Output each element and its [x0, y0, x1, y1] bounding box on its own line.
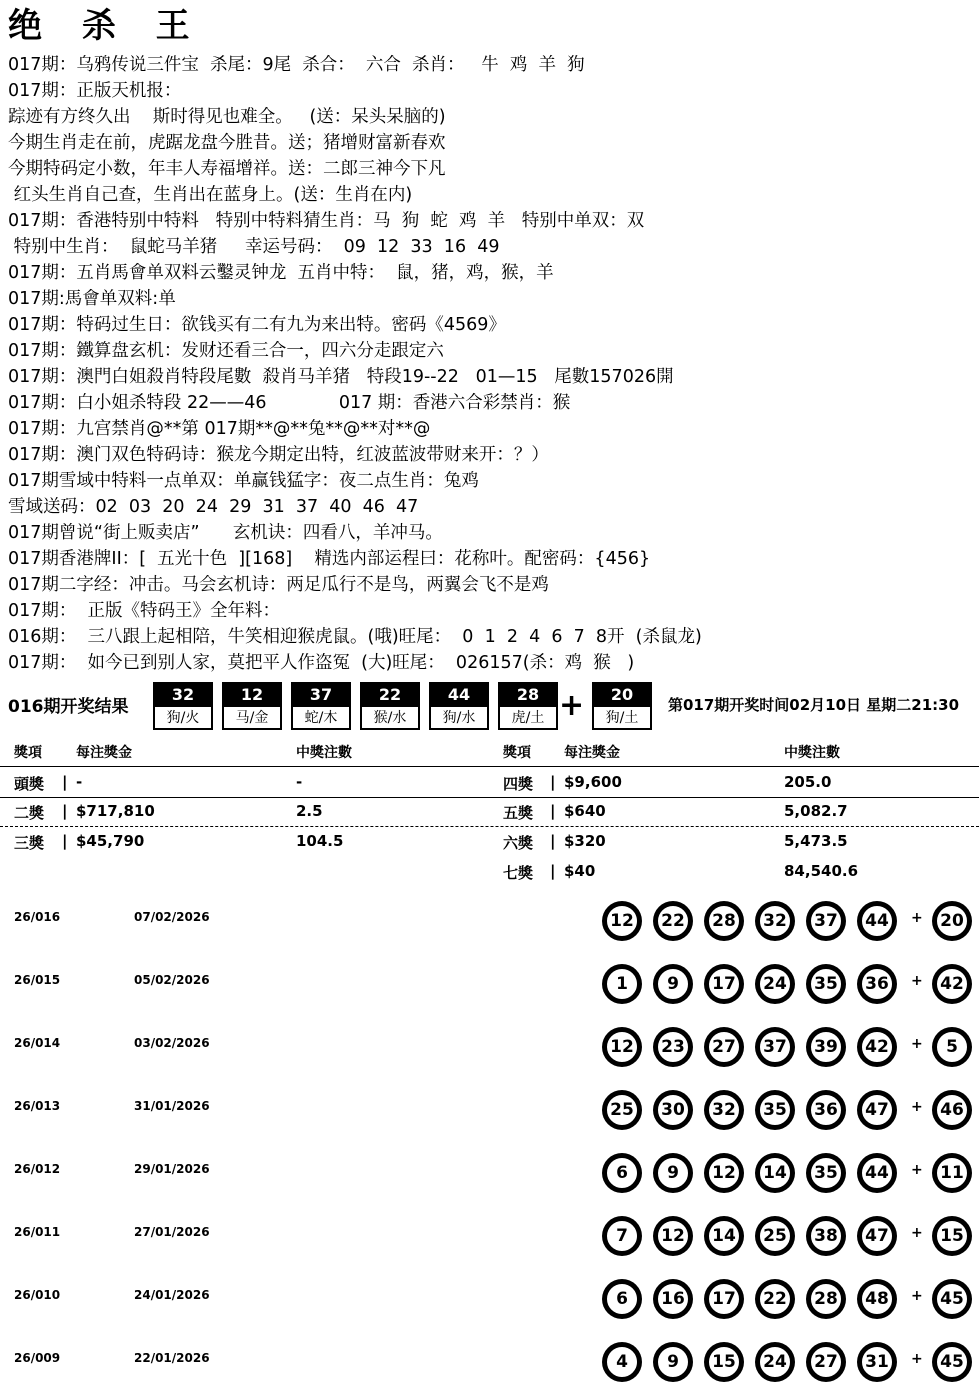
- text-line: 017期曾说“街上贩卖店” 玄机诀：四看八，羊冲马。: [8, 523, 443, 543]
- history-ball: 48: [858, 1280, 896, 1318]
- prize-count: 5,473.5: [784, 832, 848, 850]
- history-issue: 26/014: [14, 1036, 61, 1050]
- draw-ball-number: 44: [429, 682, 489, 707]
- draw-ball-number: 12: [222, 682, 282, 707]
- history-balls: [603, 1343, 979, 1381]
- draw-ball-zodiac: 虎/土: [498, 707, 558, 730]
- text-line: 017期：正版天机报：: [8, 81, 182, 101]
- history-ball: 4: [603, 1343, 641, 1381]
- draw-ball-number: 32: [153, 682, 213, 707]
- history-row: [0, 1137, 979, 1200]
- history-issue: 26/013: [14, 1099, 61, 1113]
- text-line: 017期：特码过生日：欲钱买有二有九为来出特。密码《4569》: [8, 315, 506, 335]
- draw-ball-number: 37: [291, 682, 351, 707]
- history-ball: 31: [858, 1343, 896, 1381]
- history-ball: 12: [705, 1154, 743, 1192]
- plus-sign: +: [911, 1036, 923, 1052]
- draw-ball: [360, 682, 420, 730]
- draw-ball-zodiac: 狗/水: [429, 707, 489, 730]
- prize-name: 頭獎: [14, 775, 45, 793]
- history-ball: 28: [705, 902, 743, 940]
- content-lines: [8, 52, 973, 676]
- history-date: 22/01/2026: [134, 1351, 210, 1365]
- text-line: 雪域送码：02 03 20 24 29 31 37 40 46 47: [8, 497, 419, 517]
- draw-ball: [498, 682, 558, 730]
- prize-name: 二獎: [14, 804, 45, 822]
- prize-row: [0, 796, 979, 827]
- history-row: [0, 1263, 979, 1326]
- prize-amount: $45,790: [76, 832, 145, 850]
- plus-sign: +: [911, 1288, 923, 1304]
- text-line: 017期：白小姐杀特段 22——46 017 期：香港六合彩禁肖：猴: [8, 393, 571, 413]
- history-ball: 39: [807, 1028, 845, 1066]
- plus-sign: +: [559, 688, 585, 723]
- draw-ball: [429, 682, 489, 730]
- text-line: 红头生肖自己查，生肖出在蓝身上。(送：生肖在内): [8, 185, 413, 205]
- history-balls: [603, 965, 979, 1003]
- history-ball: 44: [858, 1154, 896, 1192]
- history-ball: 17: [705, 965, 743, 1003]
- history-ball: 15: [705, 1343, 743, 1381]
- prize-header-item: 獎項: [503, 745, 531, 761]
- prize-header-amount: 每注獎金: [564, 745, 620, 761]
- prize-name: 四獎: [503, 775, 534, 793]
- history-ball: 47: [858, 1091, 896, 1129]
- prize-count: 104.5: [296, 832, 344, 850]
- text-line: 017期：鐵算盘玄机：发财还看三合一，四六分走跟定六: [8, 341, 444, 361]
- prize-separator: |: [62, 802, 68, 820]
- text-line: 017期：五肖馬會单双料云鑿灵钟龙 五肖中特： 鼠，猪，鸡，猴，羊: [8, 263, 554, 283]
- history-special-ball: 46: [933, 1091, 971, 1129]
- prize-name: 三獎: [14, 834, 45, 852]
- prize-header-item: 獎項: [14, 745, 42, 761]
- prize-name: 六獎: [503, 834, 534, 852]
- text-line: 特别中生肖： 鼠蛇马羊猪 幸运号码： 09 12 33 16 49: [8, 237, 500, 257]
- history-special-ball: 11: [933, 1154, 971, 1192]
- text-line: 017期雪域中特料一点单双：单赢钱猛字：夜二点生肖：兔鸡: [8, 471, 479, 491]
- prize-separator: |: [62, 832, 68, 850]
- history-ball: 22: [654, 902, 692, 940]
- history-special-ball: 20: [933, 902, 971, 940]
- history-ball: 44: [858, 902, 896, 940]
- history-ball: 47: [858, 1217, 896, 1255]
- history-ball: 24: [756, 1343, 794, 1381]
- history-special-ball: 42: [933, 965, 971, 1003]
- history-ball: 12: [603, 1028, 641, 1066]
- draw-special-ball: [592, 682, 652, 730]
- history-ball: 28: [807, 1280, 845, 1318]
- history-ball: 35: [807, 965, 845, 1003]
- prize-amount: -: [76, 773, 83, 791]
- history-ball: 42: [858, 1028, 896, 1066]
- history-issue: 26/016: [14, 910, 61, 924]
- draw-ball-number: 22: [360, 682, 420, 707]
- history-balls: [603, 1280, 979, 1318]
- prize-row: [0, 856, 979, 886]
- page-title: 绝 杀 王: [8, 6, 204, 46]
- text-line: 016期： 三八跟上起相陪，牛笑相迎猴虎鼠。(哦)旺尾： 0 1 2 4 6 7 8开 (杀鼠龙): [8, 627, 702, 647]
- text-line: 踪迹有方终久出 斯时得见也难全。 (送：呆头呆脑的): [8, 107, 446, 127]
- history-ball: 6: [603, 1280, 641, 1318]
- text-line: 今期生肖走在前，虎踞龙盘今胜昔。送；猪增财富新春欢: [8, 133, 446, 153]
- history-ball: 35: [807, 1154, 845, 1192]
- draw-ball-number: 20: [592, 682, 652, 707]
- text-line: 017期：乌鸦传说三件宝 杀尾：9尾 杀合： 六合 杀肖： 牛 鸡 羊 狗: [8, 55, 585, 75]
- history-ball: 37: [756, 1028, 794, 1066]
- prize-amount: $640: [564, 802, 606, 820]
- prize-separator: |: [62, 773, 68, 791]
- history-row: [0, 1200, 979, 1263]
- text-line: 017期： 正版《特码王》全年料：: [8, 601, 281, 621]
- plus-sign: +: [911, 1351, 923, 1367]
- history-issue: 26/012: [14, 1162, 61, 1176]
- history-special-ball: 45: [933, 1343, 971, 1381]
- history-ball: 17: [705, 1280, 743, 1318]
- prize-separator: |: [550, 832, 556, 850]
- draw-ball-zodiac: 蛇/木: [291, 707, 351, 730]
- text-line: 017期：澳门双色特码诗：猴龙今期定出特，红波蓝波带财来开：？）: [8, 445, 549, 465]
- plus-sign: +: [911, 1162, 923, 1178]
- prize-header-count: 中獎注數: [784, 745, 840, 761]
- history-ball: 24: [756, 965, 794, 1003]
- prize-header-count: 中獎注數: [296, 745, 352, 761]
- history-ball: 25: [756, 1217, 794, 1255]
- history-issue: 26/010: [14, 1288, 61, 1302]
- text-line: 017期：澳門白姐殺肖特段尾數 殺肖马羊猪 特段19--22 01—15 尾數157026開: [8, 367, 674, 387]
- prize-count: -: [296, 773, 303, 791]
- history-ball: 14: [705, 1217, 743, 1255]
- prize-name: 七獎: [503, 864, 534, 882]
- plus-sign: +: [911, 973, 923, 989]
- history-date: 07/02/2026: [134, 910, 210, 924]
- text-line: 017期香港牌II：[ 五光十色 ][168] 精选内部运程曰：花称叶。配密码：{456}: [8, 549, 651, 569]
- prize-separator: |: [550, 773, 556, 791]
- plus-sign: +: [911, 910, 923, 926]
- prize-row: [0, 766, 979, 798]
- draw-ball-zodiac: 狗/土: [592, 707, 652, 730]
- history-issue: 26/015: [14, 973, 61, 987]
- text-line: 017期:馬會单双料:单: [8, 289, 176, 309]
- history-row: [0, 1326, 979, 1389]
- draw-result-label: 016期开奖结果: [8, 697, 129, 717]
- prize-separator: |: [550, 862, 556, 880]
- text-line: 今期特码定小数，年丰人寿福增祥。送：二郎三神今下凡: [8, 159, 446, 179]
- history-ball: 27: [705, 1028, 743, 1066]
- history-ball: 12: [654, 1217, 692, 1255]
- draw-ball: [291, 682, 351, 730]
- text-line: 017期：九宫禁肖@**第 017期**@**兔**@**对**@: [8, 419, 431, 439]
- history-balls: [603, 902, 979, 940]
- prize-name: 五獎: [503, 804, 534, 822]
- history-row: [0, 948, 979, 1011]
- history-ball: 14: [756, 1154, 794, 1192]
- prize-amount: $9,600: [564, 773, 622, 791]
- text-line: 017期： 如今已到别人家，莫把平人作盗冤 (大)旺尾： 026157(杀：鸡 猴 ): [8, 653, 635, 673]
- history-date: 29/01/2026: [134, 1162, 210, 1176]
- history-balls: [603, 1154, 979, 1192]
- history-ball: 16: [654, 1280, 692, 1318]
- history-row: [0, 1011, 979, 1074]
- prize-count: 5,082.7: [784, 802, 848, 820]
- prize-row: [0, 826, 979, 856]
- prize-amount: $320: [564, 832, 606, 850]
- prize-header-amount: 每注獎金: [76, 745, 132, 761]
- history-ball: 30: [654, 1091, 692, 1129]
- prize-count: 2.5: [296, 802, 323, 820]
- history-date: 31/01/2026: [134, 1099, 210, 1113]
- prize-amount: $40: [564, 862, 596, 880]
- history-ball: 9: [654, 965, 692, 1003]
- text-line: 017期二字经：冲击。马会玄机诗：两足瓜行不是鸟，两翼会飞不是鸡: [8, 575, 549, 595]
- history-date: 05/02/2026: [134, 973, 210, 987]
- draw-ball-zodiac: 马/金: [222, 707, 282, 730]
- draw-ball: [222, 682, 282, 730]
- history-ball: 25: [603, 1091, 641, 1129]
- prize-table: [0, 738, 979, 888]
- history-balls: [603, 1217, 979, 1255]
- draw-history: [0, 885, 979, 1389]
- prize-count: 84,540.6: [784, 862, 859, 880]
- history-ball: 38: [807, 1217, 845, 1255]
- history-date: 24/01/2026: [134, 1288, 210, 1302]
- history-ball: 22: [756, 1280, 794, 1318]
- prize-count: 205.0: [784, 773, 832, 791]
- history-row: [0, 885, 979, 948]
- history-special-ball: 5: [933, 1028, 971, 1066]
- history-row: [0, 1074, 979, 1137]
- text-line: 017期：香港特别中特料 特别中特料猜生肖：马 狗 蛇 鸡 羊 特别中单双：双: [8, 211, 645, 231]
- history-special-ball: 45: [933, 1280, 971, 1318]
- prize-amount: $717,810: [76, 802, 155, 820]
- history-ball: 12: [603, 902, 641, 940]
- history-date: 03/02/2026: [134, 1036, 210, 1050]
- history-ball: 36: [858, 965, 896, 1003]
- draw-ball-zodiac: 猴/水: [360, 707, 420, 730]
- history-date: 27/01/2026: [134, 1225, 210, 1239]
- history-ball: 36: [807, 1091, 845, 1129]
- plus-sign: +: [911, 1099, 923, 1115]
- history-ball: 32: [756, 902, 794, 940]
- prize-separator: |: [550, 802, 556, 820]
- next-draw-time: 第017期开奖时间02月10日 星期二21:30: [668, 696, 960, 714]
- history-ball: 9: [654, 1154, 692, 1192]
- history-issue: 26/011: [14, 1225, 61, 1239]
- history-issue: 26/009: [14, 1351, 61, 1365]
- history-balls: [603, 1091, 979, 1129]
- plus-sign: +: [911, 1225, 923, 1241]
- history-ball: 6: [603, 1154, 641, 1192]
- draw-ball: [153, 682, 213, 730]
- history-ball: 9: [654, 1343, 692, 1381]
- draw-ball-zodiac: 狗/火: [153, 707, 213, 730]
- history-ball: 32: [705, 1091, 743, 1129]
- history-ball: 27: [807, 1343, 845, 1381]
- draw-result-bar: [8, 682, 973, 732]
- history-balls: [603, 1028, 979, 1066]
- history-ball: 35: [756, 1091, 794, 1129]
- draw-ball-number: 28: [498, 682, 558, 707]
- history-ball: 23: [654, 1028, 692, 1066]
- history-ball: 7: [603, 1217, 641, 1255]
- history-ball: 1: [603, 965, 641, 1003]
- history-ball: 37: [807, 902, 845, 940]
- history-special-ball: 15: [933, 1217, 971, 1255]
